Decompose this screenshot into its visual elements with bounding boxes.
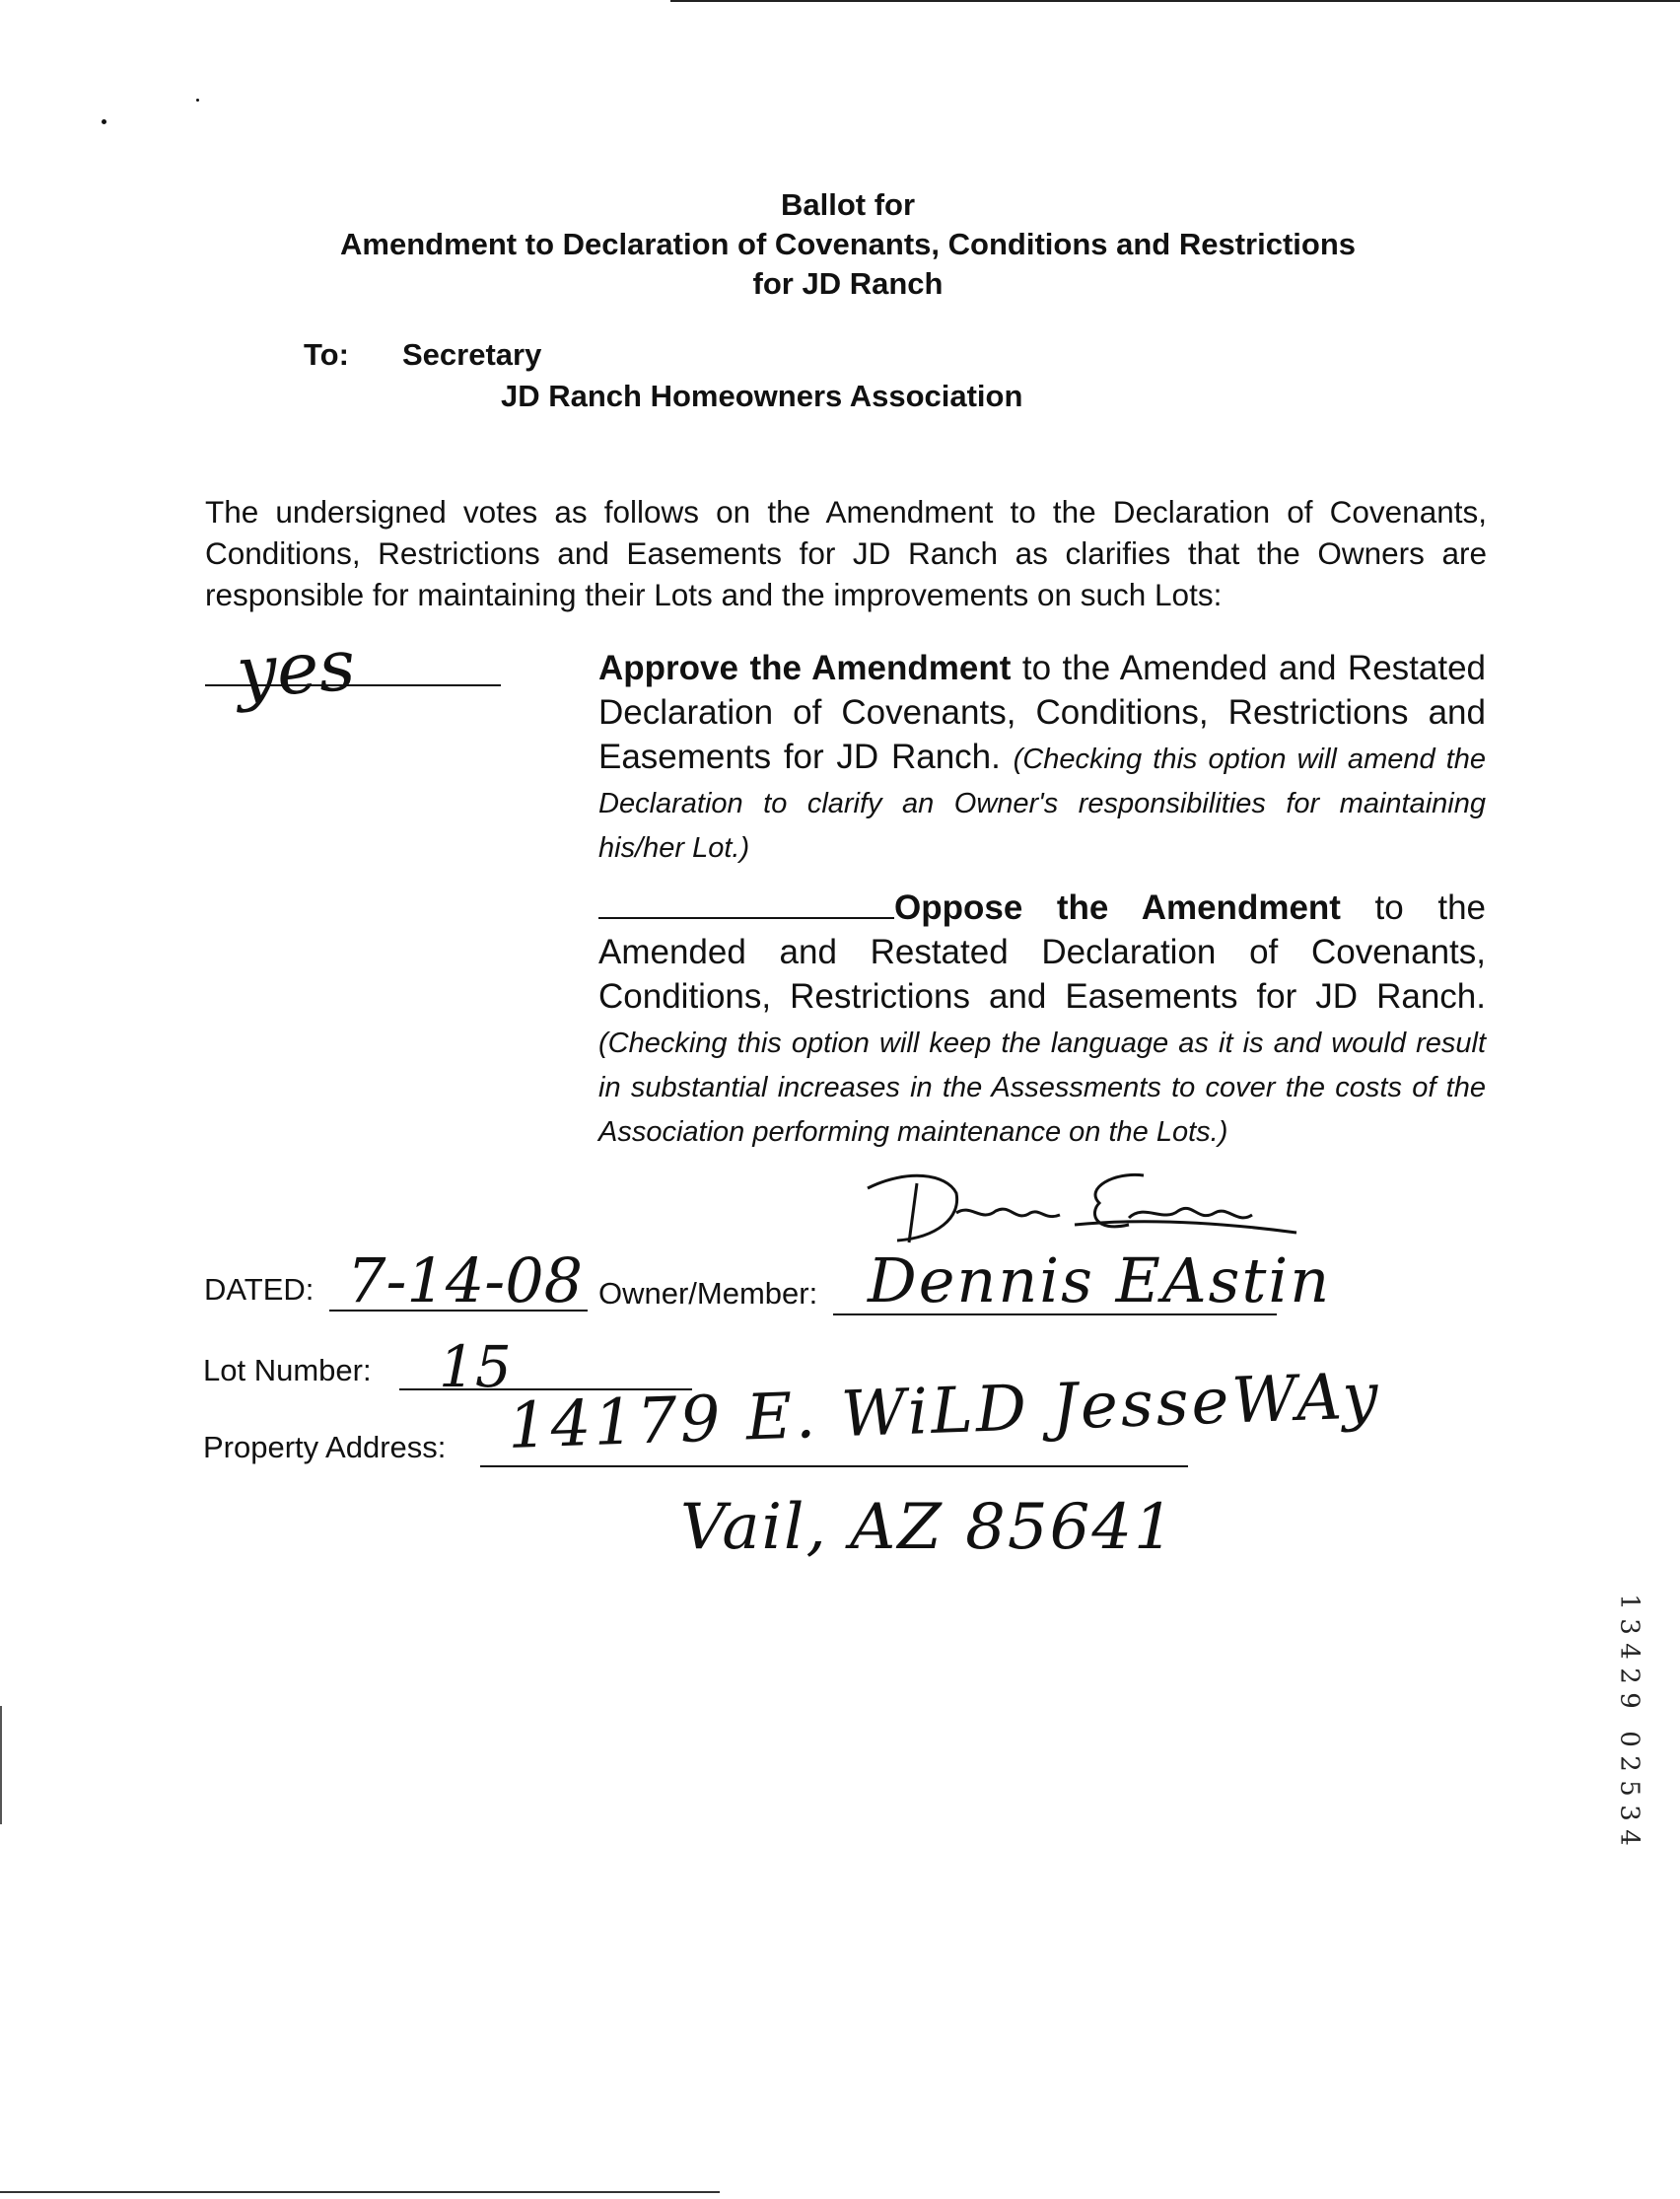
- dated-label: DATED:: [204, 1272, 315, 1307]
- side-stamp-bottom: [1614, 1727, 1644, 1850]
- intro-paragraph: The undersigned votes as follows on the Amendment to the Declaration of Covenants, Conditions, Restrictions and Easements for JD Ranch as clarifies that the Owners are responsible for maintaining their Lots and the improvements on such Lots:: [205, 494, 1487, 612]
- to-label: To:: [304, 337, 349, 372]
- approve-text: to the Amended and Restated Declaration of Covenants, Conditions, Restrictions and Easements for JD Ranch.: [598, 649, 1487, 776]
- approve-note: (Checking this option will amend the Declaration to clarify an Owner's responsibilities for maintaining his/her Lot.): [598, 744, 1487, 864]
- side-stamp-digit: 2: [1614, 1667, 1645, 1684]
- scan-edge-bottom: [0, 2191, 720, 2193]
- approve-vote-mark: yes: [234, 622, 358, 714]
- owner-value: Dennis EAstin: [868, 1244, 1332, 1316]
- side-stamp-digit: 1: [1614, 1594, 1645, 1610]
- lot-value: 15: [439, 1333, 512, 1400]
- oppose-option: [598, 886, 1486, 1152]
- title-line-3: for JD Ranch: [752, 266, 944, 301]
- side-stamp: [1614, 1590, 1644, 1850]
- scan-speck: [196, 99, 199, 102]
- side-stamp-digit: 2: [1614, 1755, 1645, 1772]
- oppose-vote-line[interactable]: [598, 887, 894, 919]
- address-line[interactable]: [480, 1465, 1188, 1467]
- recipient-organization: JD Ranch Homeowners Association: [501, 379, 1023, 413]
- approve-option: [598, 646, 1486, 868]
- oppose-heading: Oppose the Amendment: [894, 888, 1341, 927]
- approve-heading: Approve the Amendment: [598, 649, 1012, 687]
- recipient-name: Secretary: [402, 337, 542, 372]
- lot-label: Lot Number:: [203, 1353, 372, 1387]
- side-stamp-digit: 3: [1614, 1618, 1645, 1635]
- side-stamp-digit: 4: [1614, 1829, 1645, 1846]
- address-label: Property Address:: [203, 1430, 447, 1464]
- side-stamp-digit: 0: [1614, 1731, 1645, 1747]
- dated-value: 7-14-08: [347, 1244, 584, 1316]
- title-line-2: Amendment to Declaration of Covenants, Conditions and Restrictions: [340, 227, 1356, 261]
- side-stamp-digit: 5: [1614, 1780, 1645, 1797]
- side-stamp-digit: 9: [1614, 1692, 1645, 1709]
- scan-edge-top: [670, 0, 1680, 2]
- owner-label: Owner/Member:: [598, 1276, 818, 1311]
- scan-edge-left: [0, 1706, 2, 1824]
- oppose-text: to the Amended and Restated Declaration of Covenants, Conditions, Restrictions and Easements for JD Ranch.: [598, 888, 1487, 1016]
- side-stamp-digit: 3: [1614, 1805, 1645, 1821]
- scan-speck: [102, 119, 106, 124]
- oppose-note: (Checking this option will keep the language as it is and would result in substantial increases in the Assessments to cover the costs of the Association performing maintenance on the Lots.): [598, 1028, 1486, 1148]
- ballot-title: [256, 185, 1439, 304]
- address-line-2: Vail, AZ 85641: [680, 1491, 1176, 1564]
- address-line-1: 14179 E. WiLD JesseWAy: [506, 1360, 1382, 1463]
- title-line-1: Ballot for: [780, 187, 916, 222]
- side-stamp-digit: 4: [1614, 1643, 1645, 1660]
- side-stamp-top: [1614, 1590, 1644, 1713]
